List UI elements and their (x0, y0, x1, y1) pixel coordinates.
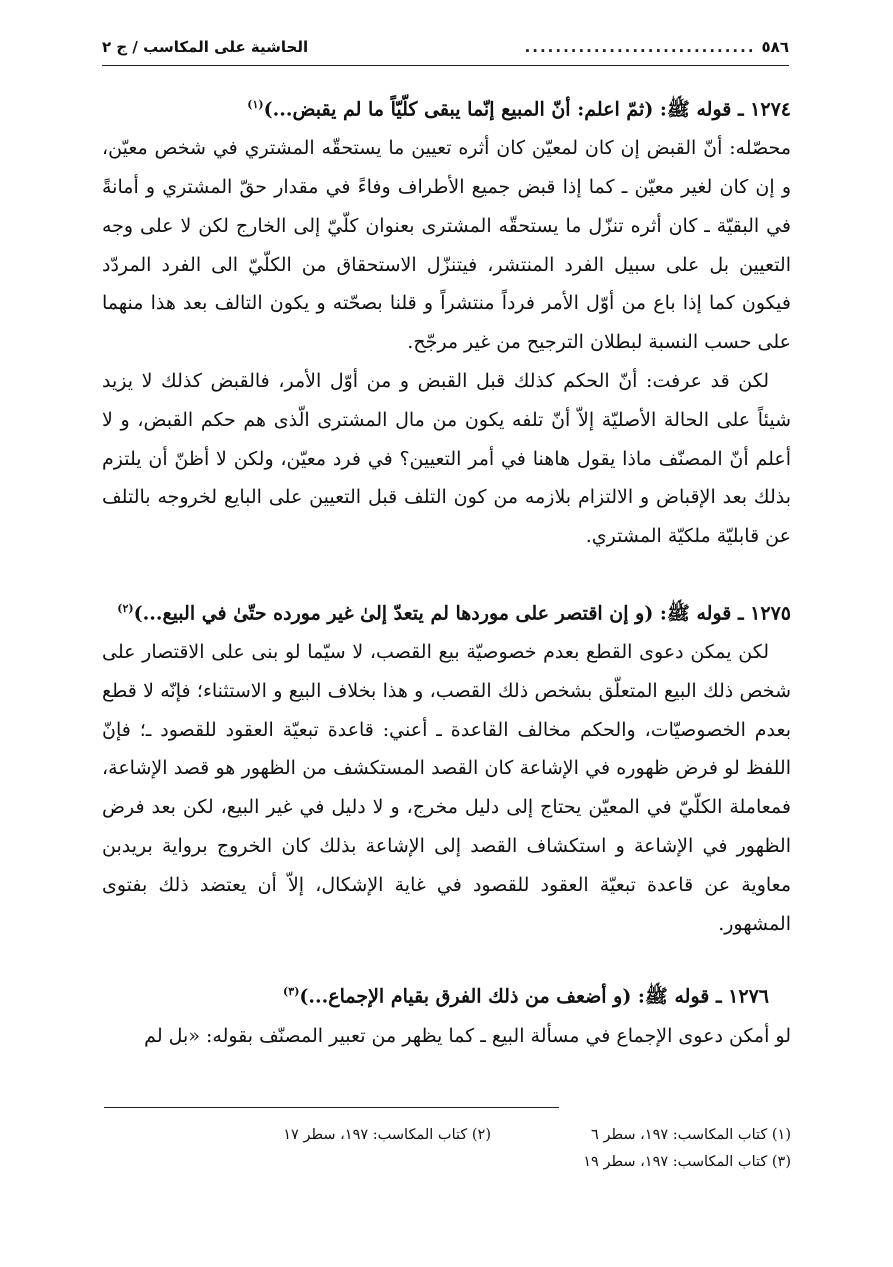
page-number: ٥٨٦ (761, 38, 789, 56)
paragraph: لو أمكن دعوى الإجماع في مسألة البيع ـ كما يظهر من تعبير المصنّف بقوله: «بل لم (144, 1024, 791, 1047)
footnote-ref: (١) (247, 98, 264, 111)
header-rule (102, 65, 789, 66)
paragraph: لكن يمكن دعوى القطع بعدم خصوصيّة بيع القصب، لا سيّما لو بنى على الاقتصار على شخص ذلك البيع المتعلّق بشخص ذلك القصب، و هذا بخلاف البيع و الاستثناء؛ فإنّه لا قطع بعدم الخصوصيّات، والحكم مخالف القاعدة ـ أعني: قاعدة تبعيّة العقود للقصود ـ؛ فإنّ اللفظ لو فرض ظهوره في الإشاعة كان القصد المستكشف من الظهور هو قصد الإشاعة، فمعاملة الكلّيّ في المعيّن يحتاج إلى دليل مخرج، و لا دليل في غير البيع، لكن بعد فرض الظهور في الإشاعة و استكشاف القصد إلى الإشاعة بذلك كان الخروج برواية بريدبن معاوية عن قاعدة تبعيّة العقود للقصود في غاية الإشكال، إلاّ أن يعتضد ذلك بفتوى المشهور. (102, 641, 791, 935)
running-header (102, 32, 789, 62)
section-heading: ١٢٧٥ ـ قوله ﷺ: (و إن اقتصر على موردها لم يتعدّ إلىٰ غير مورده حتّىٰ في البيع...)$^{(٢)}$ (117, 601, 791, 625)
header-title: الحاشية على المكاسب / ج ٢ (102, 38, 309, 56)
footnote-ref: (٣) (283, 985, 300, 999)
paragraph: لكن قد عرفت: أنّ الحكم كذلك قبل القبض و من أوّل الأمر، فالقبض كذلك لا يزيد شيئاً على الحالة الأصليّة إلاّ أنّ تلفه يكون من مال المشترى الّذى هم حكم القبض، و لا أعلم أنّ المصنّف ماذا يقول هاهنا في أمر التعيين؟ في فرد معيّن، ولكن لا أظنّ أن يلتزم بذلك بعد الإقباض و الالتزام بلازمه من كون التلف قبل التعيين على البايع لخروجه بالتلف عن قابليّة ملكيّة المشتري. (102, 369, 791, 548)
section-1275 (102, 590, 791, 944)
footnote-3: (٣) كتاب المكاسب: ١٩٧، سطر ١٩ (583, 1154, 791, 1170)
footnote-rule (104, 1107, 559, 1108)
header-dots: .............................. (524, 38, 756, 56)
section-1276 (102, 973, 791, 1055)
footnote-ref: (٢) (117, 601, 134, 615)
section-heading: ١٢٧٦ ـ قوله ﷺ: (و أضعف من ذلك الفرق بقيام الإجماع...)$^{(٣)}$ (283, 985, 769, 1008)
footnote-2: (٢) كتاب المكاسب: ١٩٧، سطر ١٧ (283, 1127, 491, 1143)
paragraph: محصّله: أنّ القبض إن كان لمعيّن كان أثره تعيين ما يستحقّه المشتري في شخص معيّن، و إن كان لغير معيّن ـ كما إذا قبض جميع الأطراف وفاءً في مقدار حقّ المشتري و أمانةً في البقيّة ـ كان أثره تنزّل ما يستحقّه المشترى بعنوان كلّيّ إلى الخارج لكن لا على وجه التعيين بل على سبيل الفرد المنتشر، فيتنزّل الاستحقاق من الكلّيّ الى الفرد المردّد فيكون كما إذا باع من أوّل الأمر فرداً منتشراً و قلنا بصحّته و يكون التالف بعد هذا منهما على حسب النسبة لبطلان الترجيح من غير مرجّح. (102, 137, 791, 354)
section-heading: ١٢٧٤ ـ قوله ﷺ: (ثمّ اعلم: أنّ المبيع إنّما يبقى كلّيّاً ما لم يقبض...)$^{(١)}$ (247, 98, 791, 121)
footnotes (141, 1122, 791, 1176)
section-1274 (102, 86, 791, 556)
footnote-1: (١) كتاب المكاسب: ١٩٧، سطر ٦ (591, 1127, 791, 1143)
page-body (102, 86, 791, 1055)
